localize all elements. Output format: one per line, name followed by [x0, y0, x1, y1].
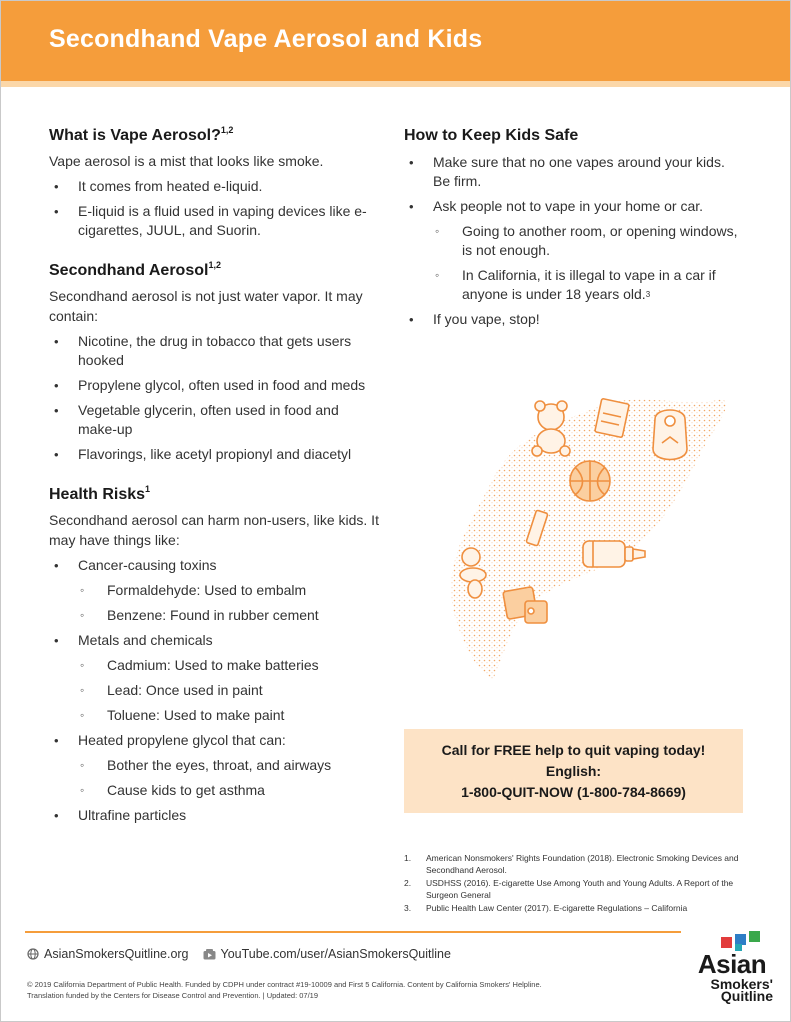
sub-list [433, 222, 744, 304]
bib-icon [653, 410, 687, 460]
reference-item: 2. USDHSS (2016). E-cigarette Use Among Youth and Young Adults. A Report of the Surgeon General [404, 878, 734, 900]
section-intro: Vape aerosol is a mist that looks like smoke. [49, 153, 324, 169]
list-item: • Vegetable glycerin, often used in food and make-up [49, 401, 379, 439]
list-item: • Propylene glycol, often used in food and meds [49, 376, 379, 395]
aerosol-illustration [433, 379, 733, 679]
list-item: • Heated propylene glycol that can: ◦ Bother the eyes, throat, and airways ◦ Cause kids to get asthma [49, 731, 379, 800]
legal-notice: © 2019 California Department of Public Health. Funded by CDPH under contract #19-10009 and First 5 California. Content by California Smokers' Helpline. Translation funded by the Centers for Disease Control and Prevention. | Updated: 07/19 [27, 980, 542, 1000]
sub-list-item: ◦ Lead: Once used in paint [78, 681, 379, 700]
globe-icon [27, 948, 39, 960]
sub-list-item: ◦ Cause kids to get asthma [78, 781, 379, 800]
asian-smokers-quitline-logo: Asian Smokers' Quitline [691, 931, 773, 1003]
cta-language: English: [545, 763, 602, 779]
list-item: • Cancer-causing toxins ◦ Formaldehyde: Used to embalm ◦ Benzene: Found in rubber cement [49, 556, 379, 625]
list-item: • E-liquid is a fluid used in vaping devices like e-cigarettes, JUUL, and Suorin. [49, 202, 379, 240]
bullet-list [49, 177, 379, 240]
list-item: • Flavorings, like acetyl propionyl and diacetyl [49, 445, 379, 464]
section-heading: What is Vape Aerosol?$^{1,2}$ [49, 125, 234, 144]
right-column [404, 127, 744, 351]
youtube-link[interactable]: YouTube.com/user/AsianSmokersQuitline [203, 947, 451, 961]
section-heading: Secondhand Aerosol$^{1,2}$ [49, 260, 221, 279]
list-item: • It comes from heated e-liquid. [49, 177, 379, 196]
reference-item: 1. American Nonsmokers' Rights Foundation (2018). Electronic Smoking Devices and Secondhand Aerosol. [404, 853, 739, 875]
header-banner [1, 1, 790, 87]
sub-list [78, 581, 379, 625]
sub-list-item: ◦ Going to another room, or opening windows, is not enough. [433, 222, 744, 260]
sub-list-item: ◦ Benzene: Found in rubber cement [78, 606, 379, 625]
video-icon [203, 949, 216, 960]
list-item: • Make sure that no one vapes around your kids. Be firm. [404, 153, 744, 191]
sub-list-item: ◦ Cadmium: Used to make batteries [78, 656, 379, 675]
bullet-list [404, 153, 744, 329]
website-link[interactable]: AsianSmokersQuitline.org [27, 947, 189, 961]
quitline-call-box [404, 729, 743, 813]
sub-list [78, 756, 379, 800]
section-secondhand-aerosol [49, 262, 379, 464]
reference-list [404, 853, 744, 917]
logo-square-red [721, 937, 732, 948]
section-heading: Health Risks$^1$ [49, 484, 151, 503]
section-intro: Secondhand aerosol can harm non-users, like kids. It may have things like: [49, 512, 379, 548]
sub-list-item: ◦ Bother the eyes, throat, and airways [78, 756, 379, 775]
cta-line: Call for FREE help to quit vaping today! [441, 742, 706, 758]
page-title: Secondhand Vape Aerosol and Kids [49, 25, 483, 53]
bullet-list [49, 332, 379, 464]
logo-square-green [749, 931, 760, 942]
bullet-list [49, 556, 379, 825]
sub-list-item: ◦ Formaldehyde: Used to embalm [78, 581, 379, 600]
section-health-risks [49, 486, 379, 825]
book-icon [595, 398, 629, 437]
footer-links [27, 947, 465, 961]
list-item: • Ask people not to vape in your home or car. ◦ Going to another room, or opening windows, is not enough. ◦ In California, it is illegal to vape in a car if anyone is under 18 years old.$^3$ [404, 197, 744, 304]
reference-item: 3. Public Health Law Center (2017). E-cigarette Regulations – California [404, 903, 688, 913]
list-item: • Metals and chemicals ◦ Cadmium: Used to make batteries ◦ Lead: Once used in paint ◦ Toluene: Used to make paint [49, 631, 379, 725]
sub-list-item: ◦ In California, it is illegal to vape in a car if anyone is under 18 years old.$^3$ [433, 266, 744, 304]
footer-divider [25, 931, 681, 933]
list-item: • If you vape, stop! [404, 310, 744, 329]
phone-number[interactable]: 1-800-QUIT-NOW (1-800-784-8669) [461, 784, 686, 800]
list-item: • Nicotine, the drug in tobacco that gets users hooked [49, 332, 379, 370]
basketball-icon [570, 461, 610, 501]
section-keep-kids-safe [404, 127, 744, 329]
left-column [49, 127, 379, 847]
sub-list [78, 656, 379, 725]
section-intro: Secondhand aerosol is not just water vapor. It may contain: [49, 288, 363, 324]
section-what-is-vape-aerosol [49, 127, 379, 240]
list-item: • Ultrafine particles [49, 806, 379, 825]
section-heading: How to Keep Kids Safe [404, 127, 579, 144]
sub-list-item: ◦ Toluene: Used to make paint [78, 706, 379, 725]
